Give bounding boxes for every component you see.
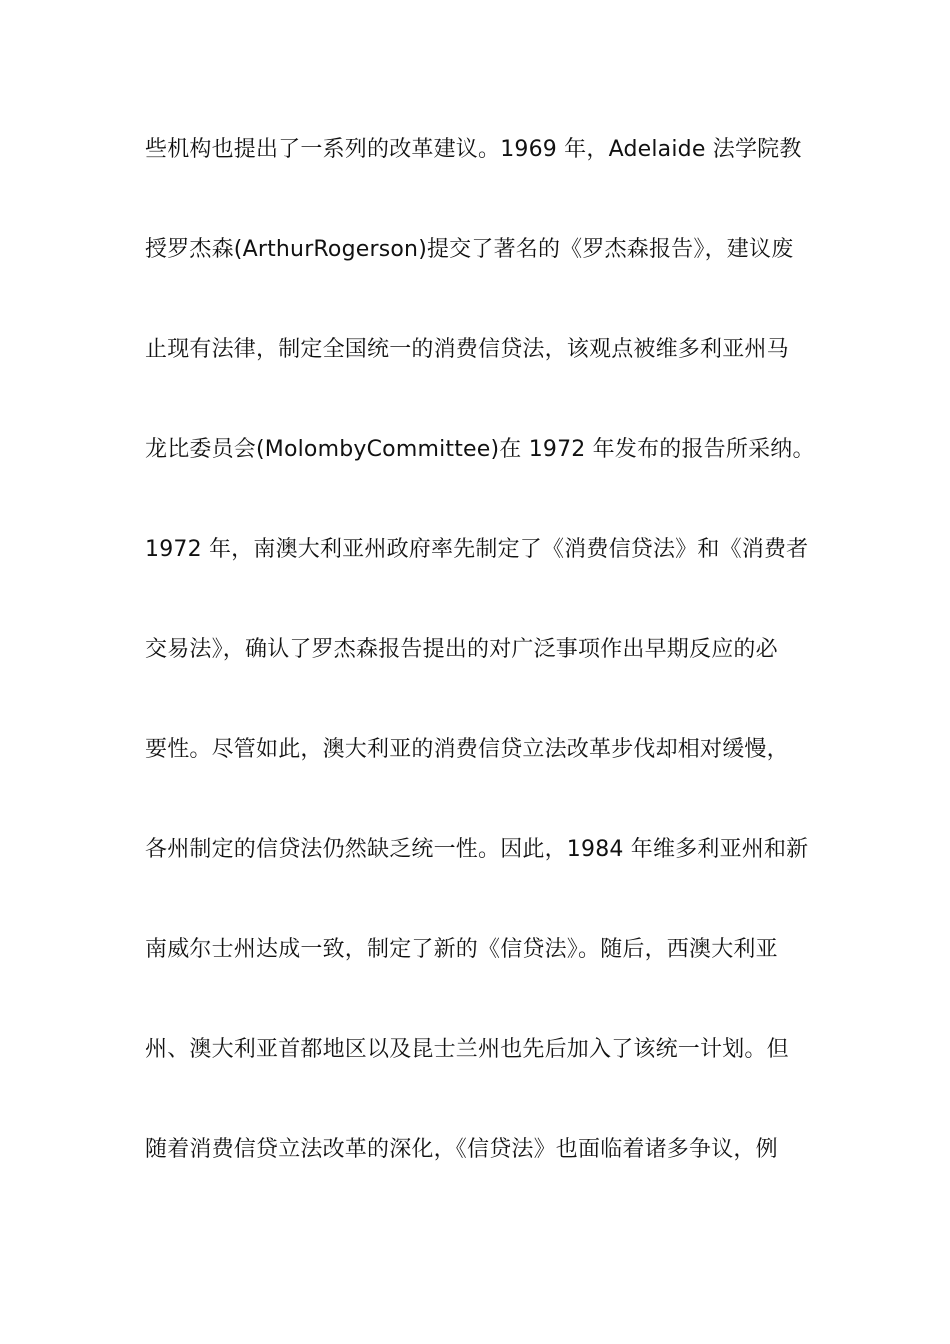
text-line: 些机构也提出了一系列的改革建议。1969 年，Adelaide 法学院教 — [145, 137, 802, 162]
text-line: 交易法》，确认了罗杰森报告提出的对广泛事项作出早期反应的必 — [145, 637, 778, 662]
text-line: 随着消费信贷立法改革的深化，《信贷法》也面临着诸多争议，例 — [145, 1137, 778, 1162]
text-line: 南威尔士州达成一致，制定了新的《信贷法》。随后，西澳大利亚 — [145, 937, 778, 962]
text-line: 各州制定的信贷法仍然缺乏统一性。因此，1984 年维多利亚州和新 — [145, 837, 809, 862]
body-text — [145, 130, 815, 1230]
text-line: 龙比委员会(MolombyCommittee)在 1972 年发布的报告所采纳。 — [145, 437, 815, 462]
text-line: 授罗杰森(ArthurRogerson)提交了著名的《罗杰森报告》，建议废 — [145, 237, 794, 262]
text-line: 止现有法律，制定全国统一的消费信贷法，该观点被维多利亚州马 — [145, 337, 789, 362]
text-line: 1972 年，南澳大利亚州政府率先制定了《消费信贷法》和《消费者 — [145, 537, 809, 562]
text-line: 要性。尽管如此，澳大利亚的消费信贷立法改革步伐却相对缓慢， — [145, 737, 789, 762]
text-line: 州、澳大利亚首都地区以及昆士兰州也先后加入了该统一计划。但 — [145, 1037, 789, 1062]
